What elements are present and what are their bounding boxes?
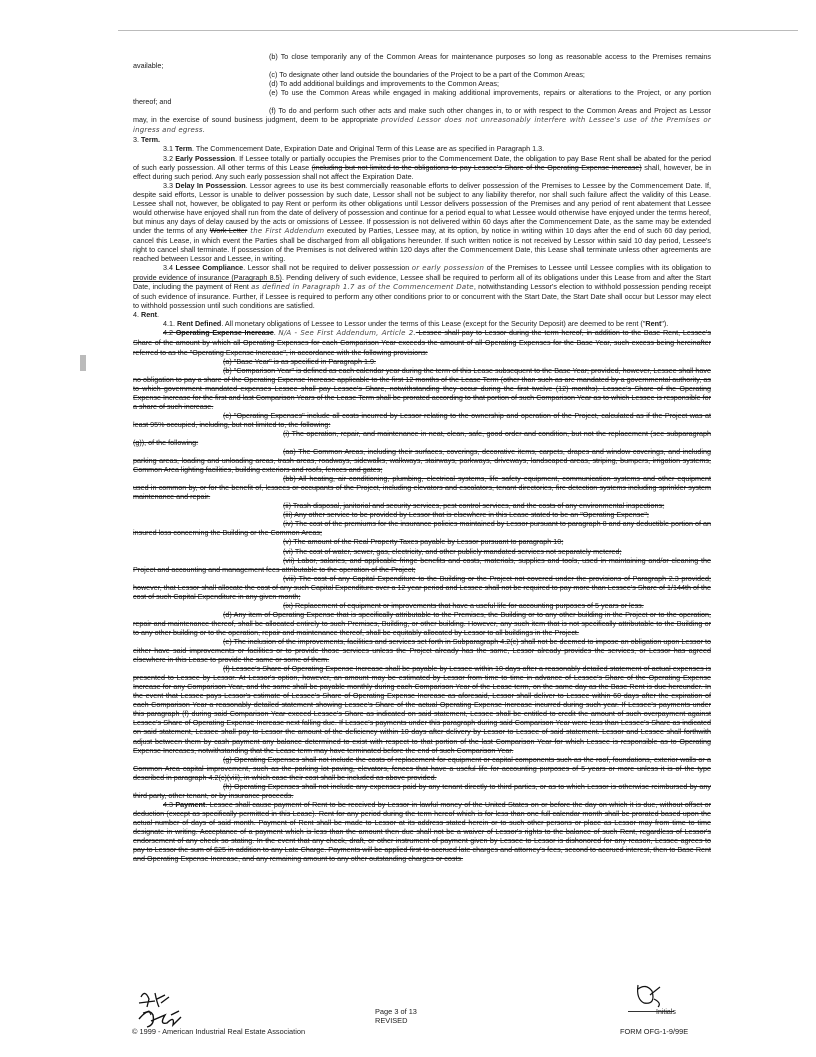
lease-paragraph (133, 664, 711, 754)
lease-paragraph (133, 447, 711, 474)
lease-body-text (133, 52, 711, 863)
struck-text: (iv) The cost of the premiums for the insurance policies maintained by Lessor pursuant to paragraph 8 and any deductible portion of an insured loss concerning the Building or the Common Areas; (133, 519, 711, 538)
revised-label: REVISED (375, 1016, 408, 1025)
struck-text: (b) "Comparison Year" is defined as each calendar year during the term of this Lease subsequent to the Base Year; provided, however, Lessee shall have no obligation to pay a share of the Operating Expense Increase applicable to the first 12 months of the Lease Term (other than such as are mandated by a governmental authority, as to which government mandated expenses Lessee shall pay Lessee's Share, notwithstanding they occur during the first twelve (12) months). Lessee's Share of the Operating Expense Increase for the first and last Comparison Years of the Lease Term shall be prorated according to that portion of such Comparison Year as to which Lessee is responsible for a share of such increase. (133, 365, 711, 411)
lease-paragraph (133, 556, 711, 574)
paragraph-text: (e) (269, 88, 278, 98)
paragraph-text: . Lessor shall not be required to deliver possession (243, 263, 412, 273)
handwritten-insertion: provided Lessor does not unreasonably interfere with Lessee's use of the Premises or ingress and egress. (133, 116, 711, 135)
lease-paragraph (133, 328, 711, 356)
paragraph-text: . All monetary obligations of Lessee to Lessor under the terms of this Lease (except for the Security Deposit) are deemed to be rent (" (221, 319, 646, 329)
paragraph-text: Early Possession (175, 153, 235, 163)
paragraph-text: executed by Parties, Lessee may, at its option, by notice in writing within 10 days after the end of such 60 day period, cancel this Lease, in which event the Parties shall be discharged from all obligations hereunder. If such written notice is not received by Lessor within said 10 day period, Lessee's right to cancel shall terminate. If possession of the Premises is not delivered within 120 days after the Commencement Date, this Lease shall terminate unless other agreements are reached between Lessor and Lessee, in writing. (133, 225, 711, 264)
lease-paragraph (133, 181, 711, 263)
lease-paragraph (133, 52, 711, 70)
struck-text: (iii) Any other service to be provided by Lessor that is elsewhere in this Lease stated to be an "Operating Expense"; (283, 510, 649, 520)
paragraph-text: Lessee Compliance (175, 263, 244, 273)
struck-text: Work Letter (209, 225, 248, 235)
lease-paragraph (133, 537, 711, 546)
struck-text: Lessee shall pay to Lessor during the term hereof, in addition to the Base Rent, Lessee's Share of the amount by which all Operating Expenses for each Comparison Year exceeds the amount of all Operating Expenses for the Base Year, such excess being hereinafter referred to as the "Operating Expense Increase", in accordance with the following provisions: (133, 328, 711, 357)
page-footer (0, 985, 816, 1057)
paragraph-text: Term (175, 144, 193, 154)
struck-text: (i) The operation, repair, and maintenance in neat, clean, safe, good order and condition, but not the replacement (see subparagraph (g)), of the following: (133, 428, 711, 447)
lease-paragraph (133, 366, 711, 411)
paragraph-text: , notwithstanding Lessor's election to withhold possession pending receipt of such evidence of insurance. Further, if Lessee is required to perform any other conditions prior to or concurrent with the Start Date, the Start Date shall occur but Lessor may elect to withhold possession until such conditions are satisfied. (133, 282, 711, 311)
lease-paragraph (133, 574, 711, 601)
paragraph-text: Rent (141, 310, 157, 320)
lease-paragraph (133, 510, 711, 519)
handwritten-insertion: N/A - See First Addendum, Article 2. (278, 329, 416, 338)
lessee-initials-signature (135, 985, 215, 1033)
page-number: Page 3 of 13 (375, 1007, 417, 1016)
struck-text: Operating Expense Increase (175, 328, 274, 338)
handwritten-insertion: or early possession (411, 264, 485, 273)
struck-text: (ix) Replacement of equipment or improvements that have a useful life for accounting purposes of 5 years or less. (283, 600, 644, 610)
lease-paragraph (133, 135, 711, 144)
paragraph-text: . (156, 310, 159, 320)
lease-paragraph (133, 547, 711, 556)
lease-paragraph (133, 755, 711, 782)
form-number: FORM OFG-1-9/99E (620, 1027, 689, 1036)
paragraph-text: 3.2 (163, 153, 176, 163)
page-number-block (375, 1007, 417, 1025)
paragraph-text: (c) (269, 70, 278, 80)
paragraph-text: . (273, 328, 279, 338)
lease-paragraph (133, 474, 711, 501)
struck-text: (bb) All heating, air conditioning, plumbing, electrical systems, life safety equipment, communication systems and other equipment used in common by, or for the benefit of, lessees or occupants of the Project, including elevators and escalators, tenant directories, fire detection systems including sprinkler system maintenance and repair. (133, 474, 711, 502)
lease-paragraph (133, 310, 711, 319)
struck-text: (a) "Base Year" is as specified in Paragraph 1.9. (223, 356, 376, 366)
struck-text: (d) Any item of Operating Expense that is specifically attributable to the Premises, the Building or to any other building in the Project or to the operation, repair and maintenance thereof, shall be allocated entirely to such Premises, Building, or other building. However, any such item that is not specifically attributable to the Building or to any other building or to the operation, repair and maintenance thereof, shall be equitably allocated by Lessor to all buildings in the Project. (133, 609, 711, 637)
lease-paragraph (133, 154, 711, 181)
paragraph-text: Delay In Possession (175, 180, 246, 190)
lease-paragraph (133, 79, 711, 88)
paragraph-text: To close temporarily any of the Common Areas for maintenance purposes so long as reasonable access to the Premises remains available; (133, 52, 711, 71)
paragraph-text: . If Lessee totally or partially occupies the Premises prior to the Commencement Date, the obligation to pay Base Rent shall be abated for the period of such early possession. All other terms of this Lease (133, 153, 712, 172)
struck-text: (g) Operating Expenses shall not include the costs of replacement for equipment or capital components such as the roof, foundations, exterior walls or a Common Area capital improvement, such as the parking lot paving, elevators, fences that have a useful life for accounting purposes of 5 years or more unless it is of the type described in paragraph 4.2(c)(viii), in which case their cost shall be included as above provided. (133, 754, 711, 782)
struck-text: (ii) Trash disposal, janitorial and security services, pest control services, and the costs of any environmental inspections; (283, 501, 665, 511)
struck-text: (including but not limited to the obligations to pay Lessee's Share of the Operating Expense Increase) (311, 162, 642, 172)
handwritten-insertion: as defined in Paragraph 1.7 as of the Commencement Date (251, 283, 474, 292)
struck-text: (v) The amount of the Real Property Taxes payable by Lessor pursuant to paragraph 10; (283, 537, 564, 547)
struck-text: 4.2 (163, 328, 176, 338)
lease-paragraph (133, 106, 711, 135)
struck-text: (viii) The cost of any Capital Expenditure to the Building or the Project not covered under the provisions of Paragraph 2.3 provided; however, that Lessor shall allocate the cost of any such Capital Expenditure over a 12 year period and Lessee shall not be required to pay more than Lessee's Share of 1/144th of the cost of such Capital Expenditure in any given month; (133, 573, 711, 601)
struck-text: (aa) The Common Areas, including their surfaces, coverings, decorative items, carpets, drapes and window coverings, and including parking areas, loading and unloading areas, trash areas, roadways, sidewalks, walkways, stairways, parkways, driveways, landscaped areas, striping, bumpers, irrigation systems, Common Area lighting facilities, building exteriors and roofs, fences and gates; (133, 447, 711, 475)
struck-text: (h) Operating Expenses shall not include any expenses paid by any tenant directly to third parties, or as to which Lessor is otherwise reimbursed by any third party, other tenant, or by insurance proceeds. (133, 781, 711, 800)
lease-paragraph (133, 319, 711, 328)
page-top-rule (118, 30, 798, 31)
paragraph-text: To do and perform such other acts and make such other changes in, to or with respect to the Common Areas and Project as Lessor may, in the exercise of sound business judgment, deem to be appropriate (133, 106, 711, 125)
struck-text: (vii) Labor, salaries, and applicable fringe benefits and costs, materials, supplies and tools, used in maintaining and/or cleaning the Project and accounting and management fees attributable to the operation of the Project; (133, 555, 711, 574)
paragraph-text: Term. (141, 135, 161, 145)
paragraph-text: 4.1. (163, 319, 177, 329)
paragraph-text: "). (661, 319, 669, 329)
paragraph-text: provide evidence of insurance (Paragraph 8.5) (133, 273, 282, 283)
lease-paragraph (133, 637, 711, 664)
paragraph-text: To designate other land outside the boundaries of the Project to be a part of the Common Areas; (277, 70, 585, 80)
lease-paragraph (133, 501, 711, 510)
lease-paragraph (133, 357, 711, 366)
lease-paragraph (133, 88, 711, 106)
scan-artifact (80, 355, 86, 371)
struck-text: 4.3 (163, 799, 176, 809)
lease-paragraph (133, 411, 711, 429)
struck-text: Payment (175, 799, 206, 809)
struck-text: . Lessee shall cause payment of Rent to be received by Lessor in lawful money of the United States on or before the day on which it is due, without offset or deduction (except as specifically permitted in this Lease). Rent for any period during the term hereof which is for less than one full calendar month shall be prorated based upon the actual number of days of said month. Payment of Rent shall be made to Lessor at its address stated herein or to such other persons or place as Lessor may from time to time designate in writing. Acceptance of a payment which is less than the amount then due shall not be a waiver of Lessor's rights to the balance of such Rent, regardless of Lessor's endorsement of any check so stating. In the event that any check, draft, or other instrument of payment given by Lessee to Lessor is dishonored for any reason, Lessee agrees to pay to Lessor the sum of $25 in addition to any Late Charge. Payments will be applied first to accrued late charges and attorney's fees, second to accrued interest, then to Base Rent and Operating Expense Increase, and any remaining amount to any other outstanding charges or costs. (133, 799, 711, 864)
lease-paragraph (133, 70, 711, 79)
paragraph-text: 3.1 (163, 144, 175, 154)
paragraph-text: To use the Common Areas while engaged in making additional improvements, repairs or alterations to the Project, or any portion thereof; and (133, 88, 711, 107)
paragraph-text: . The Commencement Date, Expiration Date and Original Term of this Lease are as specified in Paragraph 1.3. (192, 144, 545, 154)
lease-paragraph (133, 610, 711, 637)
paragraph-text: 3.3 (163, 180, 176, 190)
lease-paragraph (133, 782, 711, 800)
paragraph-text: of the Premises to Lessee until Lessee complies with its obligation to (484, 263, 711, 273)
lease-paragraph (133, 263, 711, 310)
struck-text: (f) Lessee's Share of Operating Expense Increase shall be payable by Lessee within 10 days after a reasonably detailed statement of actual expenses is presented to Lessee by Lessor. At Lessor's option, however, an amount may be estimated by Lessor from time to time in advance of Lessee's Share of the Operating Expense Increase for any Comparison Year, and the same shall be payable monthly during each Comparison Year of the Lease term, on the same day as the Base Rent is due hereunder. In the event that Lessee pays Lessor's estimate of Lessee's Share of Operating Expense Increase as aforesaid, Lessor shall deliver to Lessee within 60 days after the expiration of each Comparison Year a reasonably detailed statement showing Lessee's Share of the actual Operating Expense Increase incurred during such year. If Lessee's payments under this paragraph (f) during said Comparison Year exceed Lessee's Share as indicated on said statement, Lessee shall be entitled to credit the amount of such overpayment against Lessee's Share of Operating Expense Increase next falling due. If Lessee's payments under this paragraph during said Comparison Year were less than Lessee's Share as indicated on said statement, Lessee shall pay to Lessor the amount of the deficiency within 10 days after delivery by Lessor to Lessee of said statement. Lessor and Lessee shall forthwith adjust between them by cash payment any balance determined to exist with respect to that portion of the last Comparison Year for which Lessee is responsible as to Operating Expense Increases, notwithstanding that the Lease term may have terminated before the end of such Comparison Year. (133, 664, 711, 755)
paragraph-text: Rent Defined (177, 319, 222, 329)
paragraph-text: (f) (269, 106, 276, 116)
paragraph-text: To add additional buildings and improvements to the Common Areas; (277, 79, 500, 89)
lessor-initials-signature (630, 981, 670, 1011)
paragraph-text: Rent (645, 319, 662, 329)
paragraph-text: (b) (269, 52, 278, 61)
paragraph-text: shall, however, be in effect during such period. Any such early possession shall not affect the Expiration Date. (133, 162, 711, 181)
paragraph-text: 3.4 (163, 263, 176, 273)
paragraph-text: 3. (133, 135, 141, 145)
lease-paragraph (133, 519, 711, 537)
lease-paragraph (133, 800, 711, 863)
struck-text: (e) The inclusion of the improvements, facilities and services set forth in Subparagraph 4.2(c) shall not be deemed to impose an obligation upon Lessor to either have said improvements or facilities or to provide those services unless the Project already has the same, Lessor already provides the services, or Lessor has agreed elsewhere in this Lease to provide the same or some of them. (133, 637, 711, 665)
lease-paragraph (133, 429, 711, 447)
initials-label: Initials (656, 1009, 676, 1016)
struck-text: (c) "Operating Expenses" include all costs incurred by Lessor relating to the ownership and operation of the Project, calculated as if the Project was at least 95% occupied, including, but not limited to, the following: (133, 410, 711, 429)
paragraph-text: . Pending delivery of such evidence, Lessee shall be required to perform all of its obligations under this Lease from and after the Start Date, including the payment of Rent (133, 273, 711, 292)
struck-text: (vi) The cost of water, sewer, gas, electricity, and other publicly mandated services not separately metered; (283, 546, 622, 556)
copyright-notice: © 1999 - American Industrial Real Estate Association (132, 1027, 306, 1036)
lease-paragraph (133, 144, 711, 153)
paragraph-text: . Lessor agrees to use its best commercially reasonable efforts to deliver possession of the Premises to Lessee by the Commencement Date. If, despite said efforts, Lessor is unable to deliver possession by such date, Lessor shall not be subject to any liability therefor, nor shall such failure affect the validity of this Lease. Lessee shall not, however, be obligated to pay Rent or perform its other obligations until Lessor delivers possession of the Premises and any period of rent abatement that Lessee would otherwise have enjoyed shall run from the date of delivery of possession and continue for a period equal to what Lessee would otherwise have enjoyed under the terms hereof, but minus any days of delay caused by the acts or omissions of Lessee. If possession is not delivered within 60 days after the Commencement Date, as the same may be extended under the terms of any (133, 180, 711, 235)
paragraph-text: 4. (133, 310, 141, 320)
lease-paragraph (133, 601, 711, 610)
handwritten-insertion: the First Addendum (247, 226, 325, 235)
paragraph-text: (d) (269, 79, 278, 89)
